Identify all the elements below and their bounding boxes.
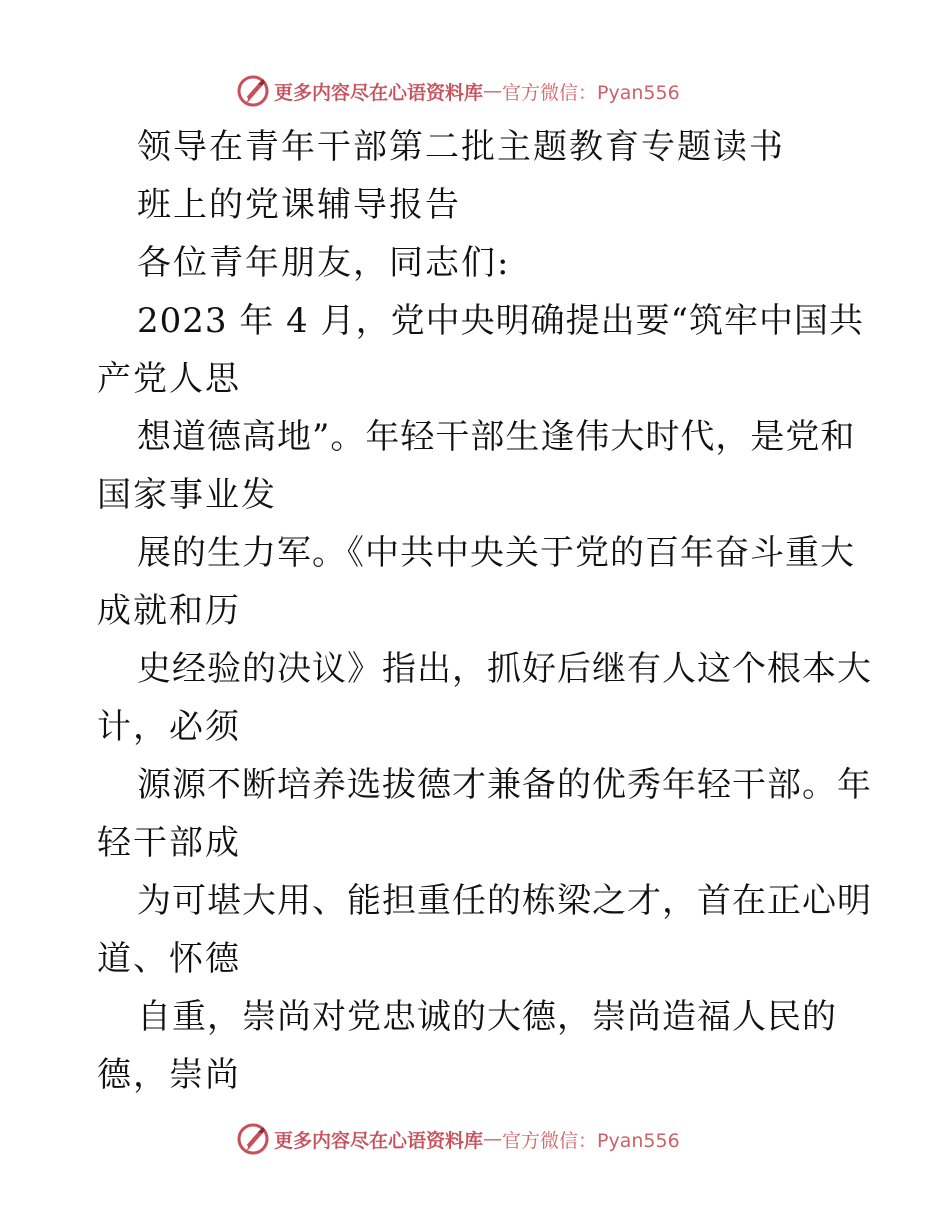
text-line: 计，必须 — [97, 707, 241, 747]
document-body — [97, 118, 872, 1104]
text-line: 班上的党课辅导报告 — [137, 185, 461, 225]
watermark-dash: — — [483, 1128, 503, 1150]
watermark-dash: — — [483, 80, 503, 102]
text-line: 产党人思 — [97, 359, 241, 399]
text-line: 各位青年朋友，同志们: — [137, 243, 511, 283]
text-line: 德，崇尚 — [97, 1055, 241, 1095]
text-line: 国家事业发 — [97, 475, 277, 515]
footer-watermark — [236, 1121, 680, 1157]
text-line: 展的生力军。《中共中央关于党的百年奋斗重大 — [137, 533, 855, 573]
header-watermark — [236, 73, 680, 109]
text-line: 2023 年 4 月，党中央明确提出要“筑牢中国共 — [137, 301, 864, 341]
pen-logo-icon — [236, 1122, 270, 1156]
watermark-main-text: 更多内容尽在心语资料库 — [274, 1129, 484, 1152]
text-line: 自重，崇尚对党忠诚的大德，崇尚造福人民的 — [137, 997, 837, 1037]
text-line: 道、怀德 — [97, 939, 241, 979]
text-line: 轻干部成 — [97, 823, 241, 863]
watermark-sub-text: 官方微信：Pyan556 — [502, 81, 680, 104]
text-line: 为可堪大用、能担重任的栋梁之才，首在正心明 — [137, 881, 872, 921]
text-line: 史经验的决议》指出，抓好后继有人这个根本大 — [137, 649, 872, 689]
text-line: 想道德高地”。年轻干部生逢伟大时代，是党和 — [137, 417, 856, 457]
text-line: 源源不断培养选拔德才兼备的优秀年轻干部。年 — [137, 765, 872, 805]
watermark-main-text: 更多内容尽在心语资料库 — [274, 81, 484, 104]
text-line: 领导在青年干部第二批主题教育专题读书 — [137, 127, 785, 167]
watermark-sub-text: 官方微信：Pyan556 — [502, 1129, 680, 1152]
pen-logo-icon — [236, 74, 270, 108]
text-line: 成就和历 — [97, 591, 241, 631]
